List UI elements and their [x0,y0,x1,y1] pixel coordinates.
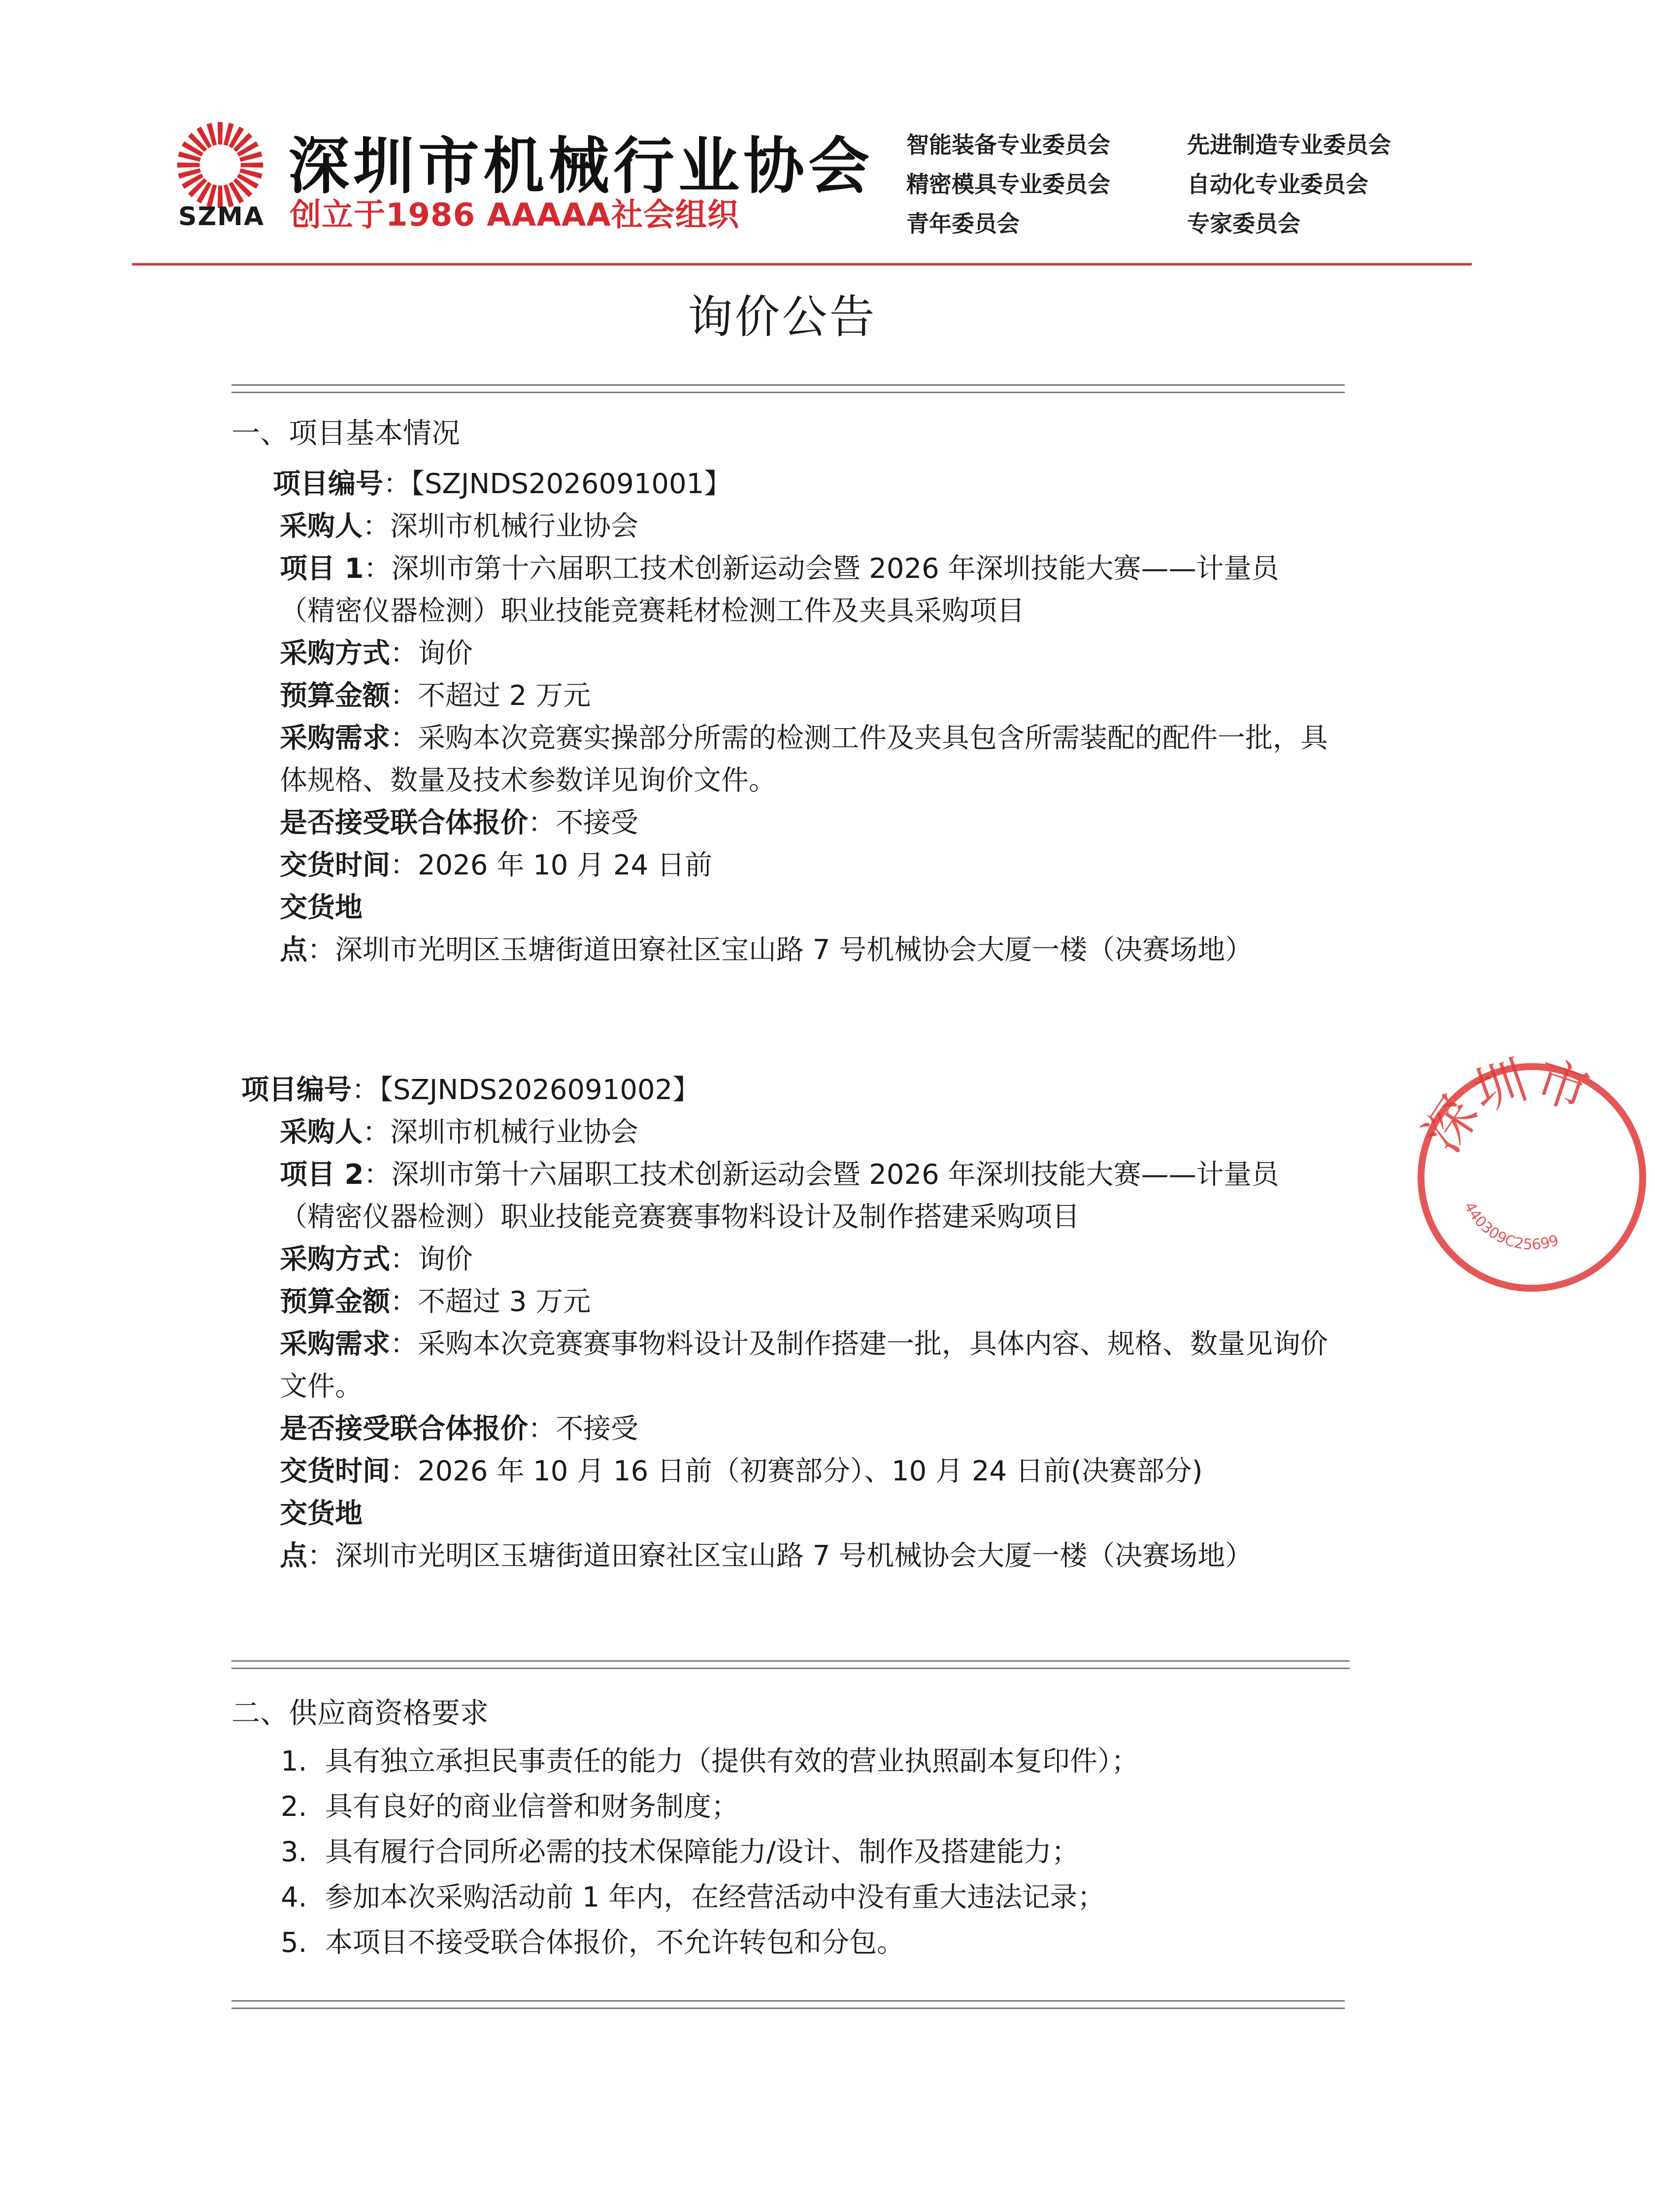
consortium-field [280,1408,1334,1450]
procurement-method-field [280,1239,1334,1281]
field-label: 是否接受联合体报价 [280,1413,528,1445]
buyer-field [280,505,1334,548]
buyer-field [280,1111,1334,1154]
list-item: 1. 具有独立承担民事责任的能力（提供有效的营业执照副本复印件）； [281,1745,1139,1777]
budget-field [280,675,1334,717]
procurement-method-field [280,633,1334,675]
committee-list [906,127,1453,238]
field-label: 预算金额 [280,1286,390,1318]
field-label: 采购方式 [280,1243,390,1275]
field-label: 采购方式 [280,637,390,670]
field-value: ：深圳市光明区玉塘街道田寮社区宝山路 7 号机械协会大厦一楼（决赛场地） [307,934,1253,966]
committee-item: 精密模具专业委员会 [906,171,1110,198]
field-label: 交货时间 [280,849,390,881]
section-divider [232,1660,1350,1669]
svg-text:440309C25699: 440309C25699 [1460,1199,1561,1254]
budget-field [280,1281,1334,1323]
field-value: ：【SZJNDS2026091001】 [383,468,732,500]
list-item: 3. 具有履行合同所必需的技术保障能力/设计、制作及搭建能力； [281,1836,1079,1868]
project-id-field [241,1069,1334,1111]
field-value: ：询价 [390,1243,473,1275]
official-seal [1409,1054,1655,1301]
committee-item: 专家委员会 [1187,210,1300,237]
project-block-2 [241,1069,1334,1577]
field-label: 采购需求 [280,722,390,754]
procurement-demand-field [280,717,1334,802]
list-item: 4. 参加本次采购活动前 1 年内，在经营活动中没有重大违法记录； [281,1881,1105,1913]
field-label: 预算金额 [280,680,390,712]
field-label: 交货地点 [280,1498,363,1572]
field-value: ：【SZJNDS2026091002】 [352,1074,700,1106]
project-id-field [273,463,1334,505]
document-title: 询价公告 [687,291,877,343]
committee-item: 智能装备专业委员会 [906,132,1110,158]
field-value: ：不超过 2 万元 [390,680,591,712]
consortium-field [280,802,1334,844]
field-label: 采购人 [280,510,363,542]
field-label: 项目编号 [273,468,383,500]
section-divider [232,384,1345,393]
logo-ray [177,163,200,168]
field-value: ：采购本次竞赛赛事物料设计及制作搭建一批，具体内容、规格、数量见询价文件。 [280,1328,1328,1403]
svg-text:深圳市: 深圳市 [1412,1054,1597,1163]
szma-logo [173,118,267,212]
field-label: 是否接受联合体报价 [280,807,528,839]
logo-ray [241,163,264,168]
committee-item: 先进制造专业委员会 [1187,132,1391,158]
qualification-list [281,1739,1335,1966]
field-value: ：深圳市机械行业协会 [363,510,638,542]
project-name-field [280,1154,1334,1239]
field-value: ：深圳市第十六届职工技术创新运动会暨 2026 年深圳技能大赛——计量员（精密仪器检测）职业技能竞赛耗材检测工件及夹具采购项目 [280,553,1279,627]
delivery-time-field [280,1450,1334,1493]
field-value: ：不超过 3 万元 [390,1286,591,1318]
field-value: ：深圳市光明区玉塘街道田寮社区宝山路 7 号机械协会大厦一楼（决赛场地） [307,1540,1253,1572]
field-value: ：2026 年 10 月 16 日前（初赛部分）、10 月 24 日前(决赛部分) [390,1455,1203,1487]
field-value: ：采购本次竞赛实操部分所需的检测工件及夹具包含所需装配的配件一批，具体规格、数量及技术参数详见询价文件。 [280,722,1328,797]
project-name-field [280,548,1334,633]
field-label: 项目编号 [241,1074,352,1106]
field-value: ：不接受 [528,1413,638,1445]
procurement-demand-field [280,1323,1334,1408]
field-value: ：2026 年 10 月 24 日前 [390,849,713,881]
field-label: 采购需求 [280,1328,390,1360]
committee-item: 自动化专业委员会 [1187,171,1368,198]
section-divider [232,2000,1345,2009]
section-heading: 二、供应商资格要求 [232,1696,489,1730]
field-label: 采购人 [280,1116,363,1148]
field-value: ：询价 [390,637,473,670]
logo-ray [218,122,223,145]
field-value: ：不接受 [528,807,638,839]
field-label: 交货时间 [280,1455,390,1487]
delivery-time-field [280,844,1334,887]
committee-item: 青年委员会 [906,210,1020,237]
delivery-place-field [280,887,1334,972]
project-block-1 [273,463,1334,972]
field-value: ：深圳市机械行业协会 [363,1116,638,1148]
org-name: 深圳市机械行业协会 [288,131,874,202]
org-abbreviation: SZMA [178,202,265,232]
section-heading: 一、项目基本情况 [232,416,461,450]
delivery-place-field [280,1493,1334,1577]
list-item: 5. 本项目不接受联合体报价，不允许转包和分包。 [281,1927,904,1959]
field-label: 项目 2 [280,1159,364,1191]
org-slogan: 创立于1986 AAAAA社会组织 [290,197,740,234]
list-item: 2. 具有良好的商业信誉和财务制度； [281,1791,739,1823]
field-label: 项目 1 [280,553,364,585]
letterhead-divider [132,263,1472,266]
field-label: 交货地点 [280,892,363,966]
field-value: ：深圳市第十六届职工技术创新运动会暨 2026 年深圳技能大赛——计量员（精密仪器检测）职业技能竞赛赛事物料设计及制作搭建采购项目 [280,1159,1279,1233]
